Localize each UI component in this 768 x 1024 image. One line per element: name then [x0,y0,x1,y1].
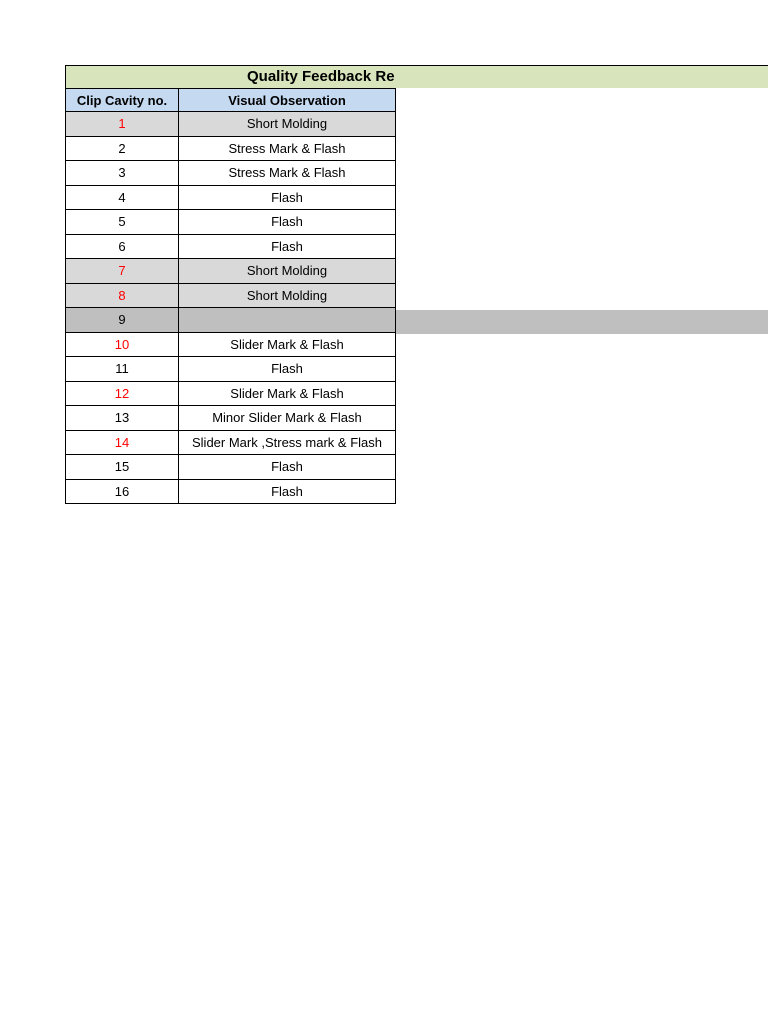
table-row [66,479,396,504]
table-row [66,283,396,308]
table-row [66,161,396,186]
cell-cavity-number[interactable]: 16 [66,479,179,504]
table-row [66,332,396,357]
cell-cavity-number[interactable]: 15 [66,455,179,480]
cell-visual-observation[interactable]: Stress Mark & Flash [179,136,396,161]
cell-cavity-number[interactable]: 13 [66,406,179,431]
cell-cavity-number[interactable]: 7 [66,259,179,284]
cell-cavity-number[interactable]: 3 [66,161,179,186]
quality-table-wrapper [65,88,396,504]
cell-cavity-number[interactable]: 2 [66,136,179,161]
table-row [66,455,396,480]
title-band [65,65,768,88]
cell-cavity-number[interactable]: 12 [66,381,179,406]
cell-cavity-number[interactable]: 4 [66,185,179,210]
cell-cavity-number[interactable]: 11 [66,357,179,382]
cell-cavity-number[interactable]: 10 [66,332,179,357]
cell-cavity-number[interactable]: 8 [66,283,179,308]
row-9-fill-band [395,310,768,334]
cell-cavity-number[interactable]: 1 [66,112,179,137]
table-row [66,234,396,259]
table-row [66,357,396,382]
cell-cavity-number[interactable]: 6 [66,234,179,259]
quality-feedback-table [65,88,396,504]
table-row [66,430,396,455]
table-row [66,259,396,284]
table-header-row [66,89,396,112]
cell-visual-observation[interactable]: Slider Mark & Flash [179,381,396,406]
cell-visual-observation[interactable]: Flash [179,185,396,210]
cell-visual-observation[interactable]: Flash [179,357,396,382]
cell-cavity-number[interactable]: 9 [66,308,179,333]
column-header-cavity[interactable]: Clip Cavity no. [66,89,179,112]
table-row [66,308,396,333]
cell-visual-observation[interactable]: Short Molding [179,112,396,137]
cell-cavity-number[interactable]: 14 [66,430,179,455]
table-row [66,136,396,161]
table-row [66,381,396,406]
table-row [66,185,396,210]
cell-visual-observation[interactable]: Slider Mark ,Stress mark & Flash [179,430,396,455]
report-title: Quality Feedback Re [247,68,395,85]
table-row [66,406,396,431]
table-row [66,210,396,235]
cell-visual-observation[interactable] [179,308,396,333]
cell-visual-observation[interactable]: Flash [179,479,396,504]
cell-visual-observation[interactable]: Minor Slider Mark & Flash [179,406,396,431]
table-row [66,112,396,137]
cell-visual-observation[interactable]: Flash [179,234,396,259]
cell-visual-observation[interactable]: Short Molding [179,259,396,284]
column-header-observation[interactable]: Visual Observation [179,89,396,112]
cell-visual-observation[interactable]: Flash [179,455,396,480]
cell-visual-observation[interactable]: Short Molding [179,283,396,308]
cell-visual-observation[interactable]: Stress Mark & Flash [179,161,396,186]
cell-visual-observation[interactable]: Flash [179,210,396,235]
cell-cavity-number[interactable]: 5 [66,210,179,235]
cell-visual-observation[interactable]: Slider Mark & Flash [179,332,396,357]
